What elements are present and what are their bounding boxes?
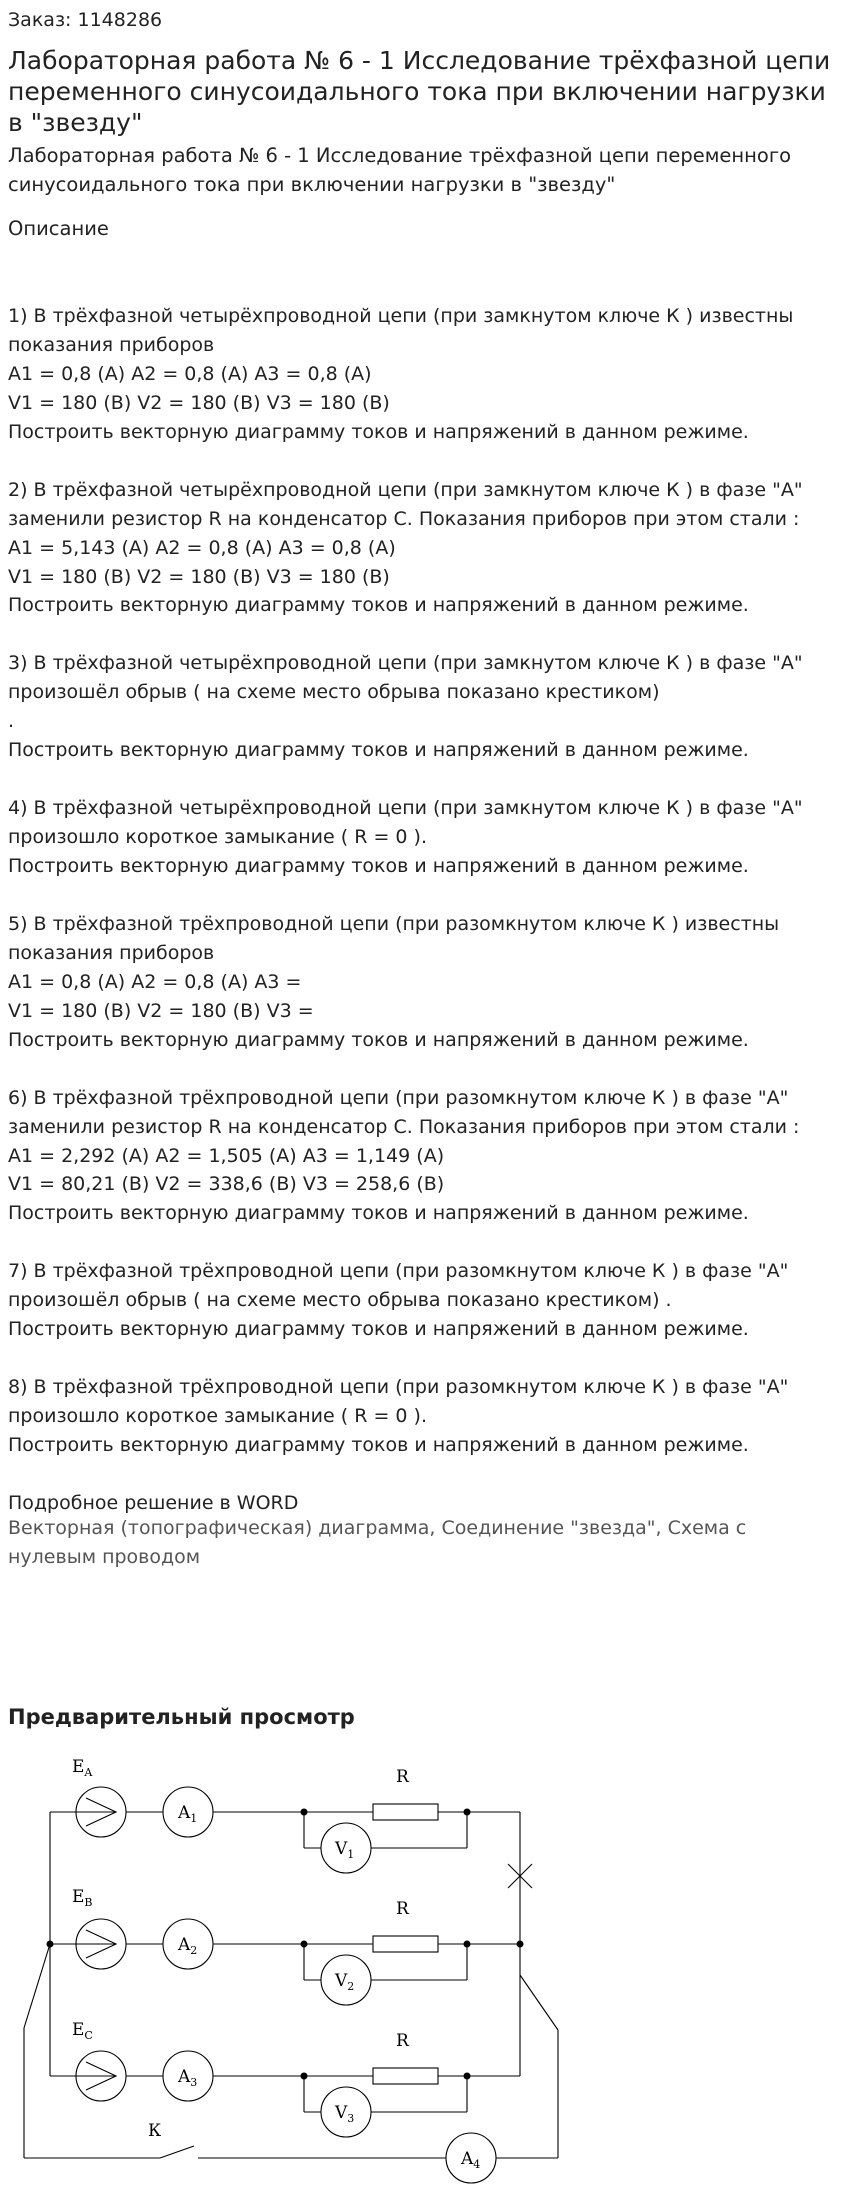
source-eb xyxy=(72,1887,126,1969)
task-paragraph xyxy=(8,649,838,765)
svg-text:EC: $E_C$ xyxy=(72,2020,93,2042)
task-paragraph xyxy=(8,910,838,1055)
task-line: 1) В трёхфазной четырёхпроводной цепи (при замкнутом ключе К ) известны показания приборов xyxy=(8,304,794,356)
paragraph-gap xyxy=(8,881,838,910)
task-line: Подробное решение в WORD xyxy=(8,1491,299,1514)
task-line: 3) В трёхфазной четырёхпроводной цепи (при замкнутом ключе К ) в фазе "A" произошёл обрыв ( на схеме место обрыва показано крестиком) xyxy=(8,652,803,704)
tags: Векторная (топографическая) диаграмма, Соединение "звезда", Схема с нулевым проводом xyxy=(8,1517,747,1568)
task-line: V1 = 180 (B) V2 = 180 (B) V3 = xyxy=(8,999,314,1022)
svg-text:R: R xyxy=(396,1899,409,1919)
task-line: Построить векторную диаграмму токов и напряжений в данном режиме. xyxy=(8,1434,749,1456)
task-line: 5) В трёхфазной трёхпроводной цепи (при разомкнутом ключе К ) известны показания приборов xyxy=(8,912,780,964)
task-line: V1 = 180 (B) V2 = 180 (B) V3 = 180 (B) xyxy=(8,391,390,414)
voltmeter-v3 xyxy=(321,2087,371,2137)
task-line: Построить векторную диаграмму токов и напряжений в данном режиме. xyxy=(8,594,749,617)
ammeter-a4 xyxy=(446,2133,496,2183)
paragraph-gap xyxy=(8,1055,838,1084)
resistor-a xyxy=(373,1767,438,1820)
task-paragraph xyxy=(8,476,838,621)
paragraph-gap xyxy=(8,273,838,302)
paragraph-gap xyxy=(8,447,838,476)
order-label: Заказ: xyxy=(8,9,72,31)
ammeter-a2 xyxy=(163,1919,213,1969)
svg-text:A1: $A_1$ xyxy=(178,1803,198,1825)
task-line: Построить векторную диаграмму токов и напряжений в данном режиме. xyxy=(8,1318,749,1341)
svg-text:R: R xyxy=(396,2031,409,2051)
paragraph-gap xyxy=(8,1228,838,1257)
source-ea xyxy=(72,1757,126,1837)
task-line: A1 = 5,143 (A) A2 = 0,8 (A) A3 = 0,8 (A) xyxy=(8,536,396,559)
page-title: Лабораторная работа № 6 - 1 Исследование трёхфазной цепи переменного синусоидального тока при включении нагрузки в "звезду" xyxy=(8,46,831,137)
description-body xyxy=(8,273,838,1518)
task-line: Построить векторную диаграмму токов и напряжений в данном режиме. xyxy=(8,1202,749,1225)
task-line: . xyxy=(8,710,15,733)
order-number: 1148286 xyxy=(77,9,163,31)
ammeter-a3 xyxy=(163,2051,213,2101)
description-heading: Описание xyxy=(8,217,109,240)
task-line: Построить векторную диаграмму токов и напряжений в данном режиме. xyxy=(8,739,749,762)
svg-text:V1: $V_1$ xyxy=(335,1839,355,1861)
svg-text:R: R xyxy=(396,1767,409,1787)
task-paragraph xyxy=(8,302,838,447)
task-line: V1 = 180 (B) V2 = 180 (B) V3 = 180 (B) xyxy=(8,565,390,588)
task-line: 4) В трёхфазной четырёхпроводной цепи (при замкнутом ключе К ) в фазе "A" произошло короткое замыкание ( R = 0 ). xyxy=(8,797,803,849)
task-line: A1 = 0,8 (A) A2 = 0,8 (A) A3 = 0,8 (A) xyxy=(8,362,372,385)
svg-text:A3: $A_3$ xyxy=(178,2067,198,2089)
svg-text:EB: $E_B$ xyxy=(72,1887,93,1909)
preview-heading: Предварительный просмотр xyxy=(8,1705,355,1729)
task-line: A1 = 2,292 (A) A2 = 1,505 (A) A3 = 1,149 (A) xyxy=(8,1144,445,1167)
task-line: 6) В трёхфазной трёхпроводной цепи (при разомкнутом ключе К ) в фазе "A" заменили резистор R на конденсатор C. Показания приборов при этом стали : xyxy=(8,1086,800,1138)
task-line: V1 = 80,21 (B) V2 = 338,6 (B) V3 = 258,6 (B) xyxy=(8,1173,445,1196)
task-line: A1 = 0,8 (A) A2 = 0,8 (A) A3 = xyxy=(8,970,302,993)
task-line: Построить векторную диаграмму токов и напряжений в данном режиме. xyxy=(8,420,749,443)
task-paragraph xyxy=(8,1373,838,1460)
paragraph-gap xyxy=(8,765,838,794)
order-line xyxy=(8,6,162,34)
switch-label: К xyxy=(148,2121,162,2141)
task-line: 8) В трёхфазной трёхпроводной цепи (при разомкнутом ключе К ) в фазе "A" произошло короткое замыкание ( R = 0 ). xyxy=(8,1376,789,1428)
svg-text:V3: $V_3$ xyxy=(335,2103,355,2125)
svg-text:EA: $E_A$ xyxy=(72,1757,93,1779)
task-line: Построить векторную диаграмму токов и напряжений в данном режиме. xyxy=(8,855,749,877)
task-paragraph xyxy=(8,794,838,881)
paragraph-gap xyxy=(8,1344,838,1373)
resistor-b xyxy=(373,1899,438,1952)
circuit-diagram xyxy=(8,1740,568,2190)
task-paragraph xyxy=(8,1257,838,1344)
task-line: Построить векторную диаграмму токов и напряжений в данном режиме. xyxy=(8,1028,749,1051)
svg-text:V2: $V_2$ xyxy=(335,1971,355,1993)
paragraph-gap xyxy=(8,620,838,649)
voltmeter-v1 xyxy=(321,1823,371,1873)
voltmeter-v2 xyxy=(321,1955,371,2005)
resistor-c xyxy=(373,2031,438,2084)
paragraph-gap xyxy=(8,1460,838,1489)
task-line: 7) В трёхфазной трёхпроводной цепи (при разомкнутом ключе К ) в фазе "A" произошёл обрыв ( на схеме место обрыва показано крестиком) . xyxy=(8,1260,789,1312)
svg-text:A2: $A_2$ xyxy=(178,1935,198,1957)
svg-text:A4: $A_4$ xyxy=(461,2149,481,2171)
task-line: 2) В трёхфазной четырёхпроводной цепи (при замкнутом ключе К ) в фазе "A" заменили резистор R на конденсатор C. Показания приборов при этом стали : xyxy=(8,478,803,530)
task-paragraph xyxy=(8,1084,838,1229)
page-subtitle: Лабораторная работа № 6 - 1 Исследование трёхфазной цепи переменного синусоидального тока при включении нагрузки в "звезду" xyxy=(8,144,792,196)
source-ec xyxy=(72,2020,126,2101)
ammeter-a1 xyxy=(163,1787,213,1837)
